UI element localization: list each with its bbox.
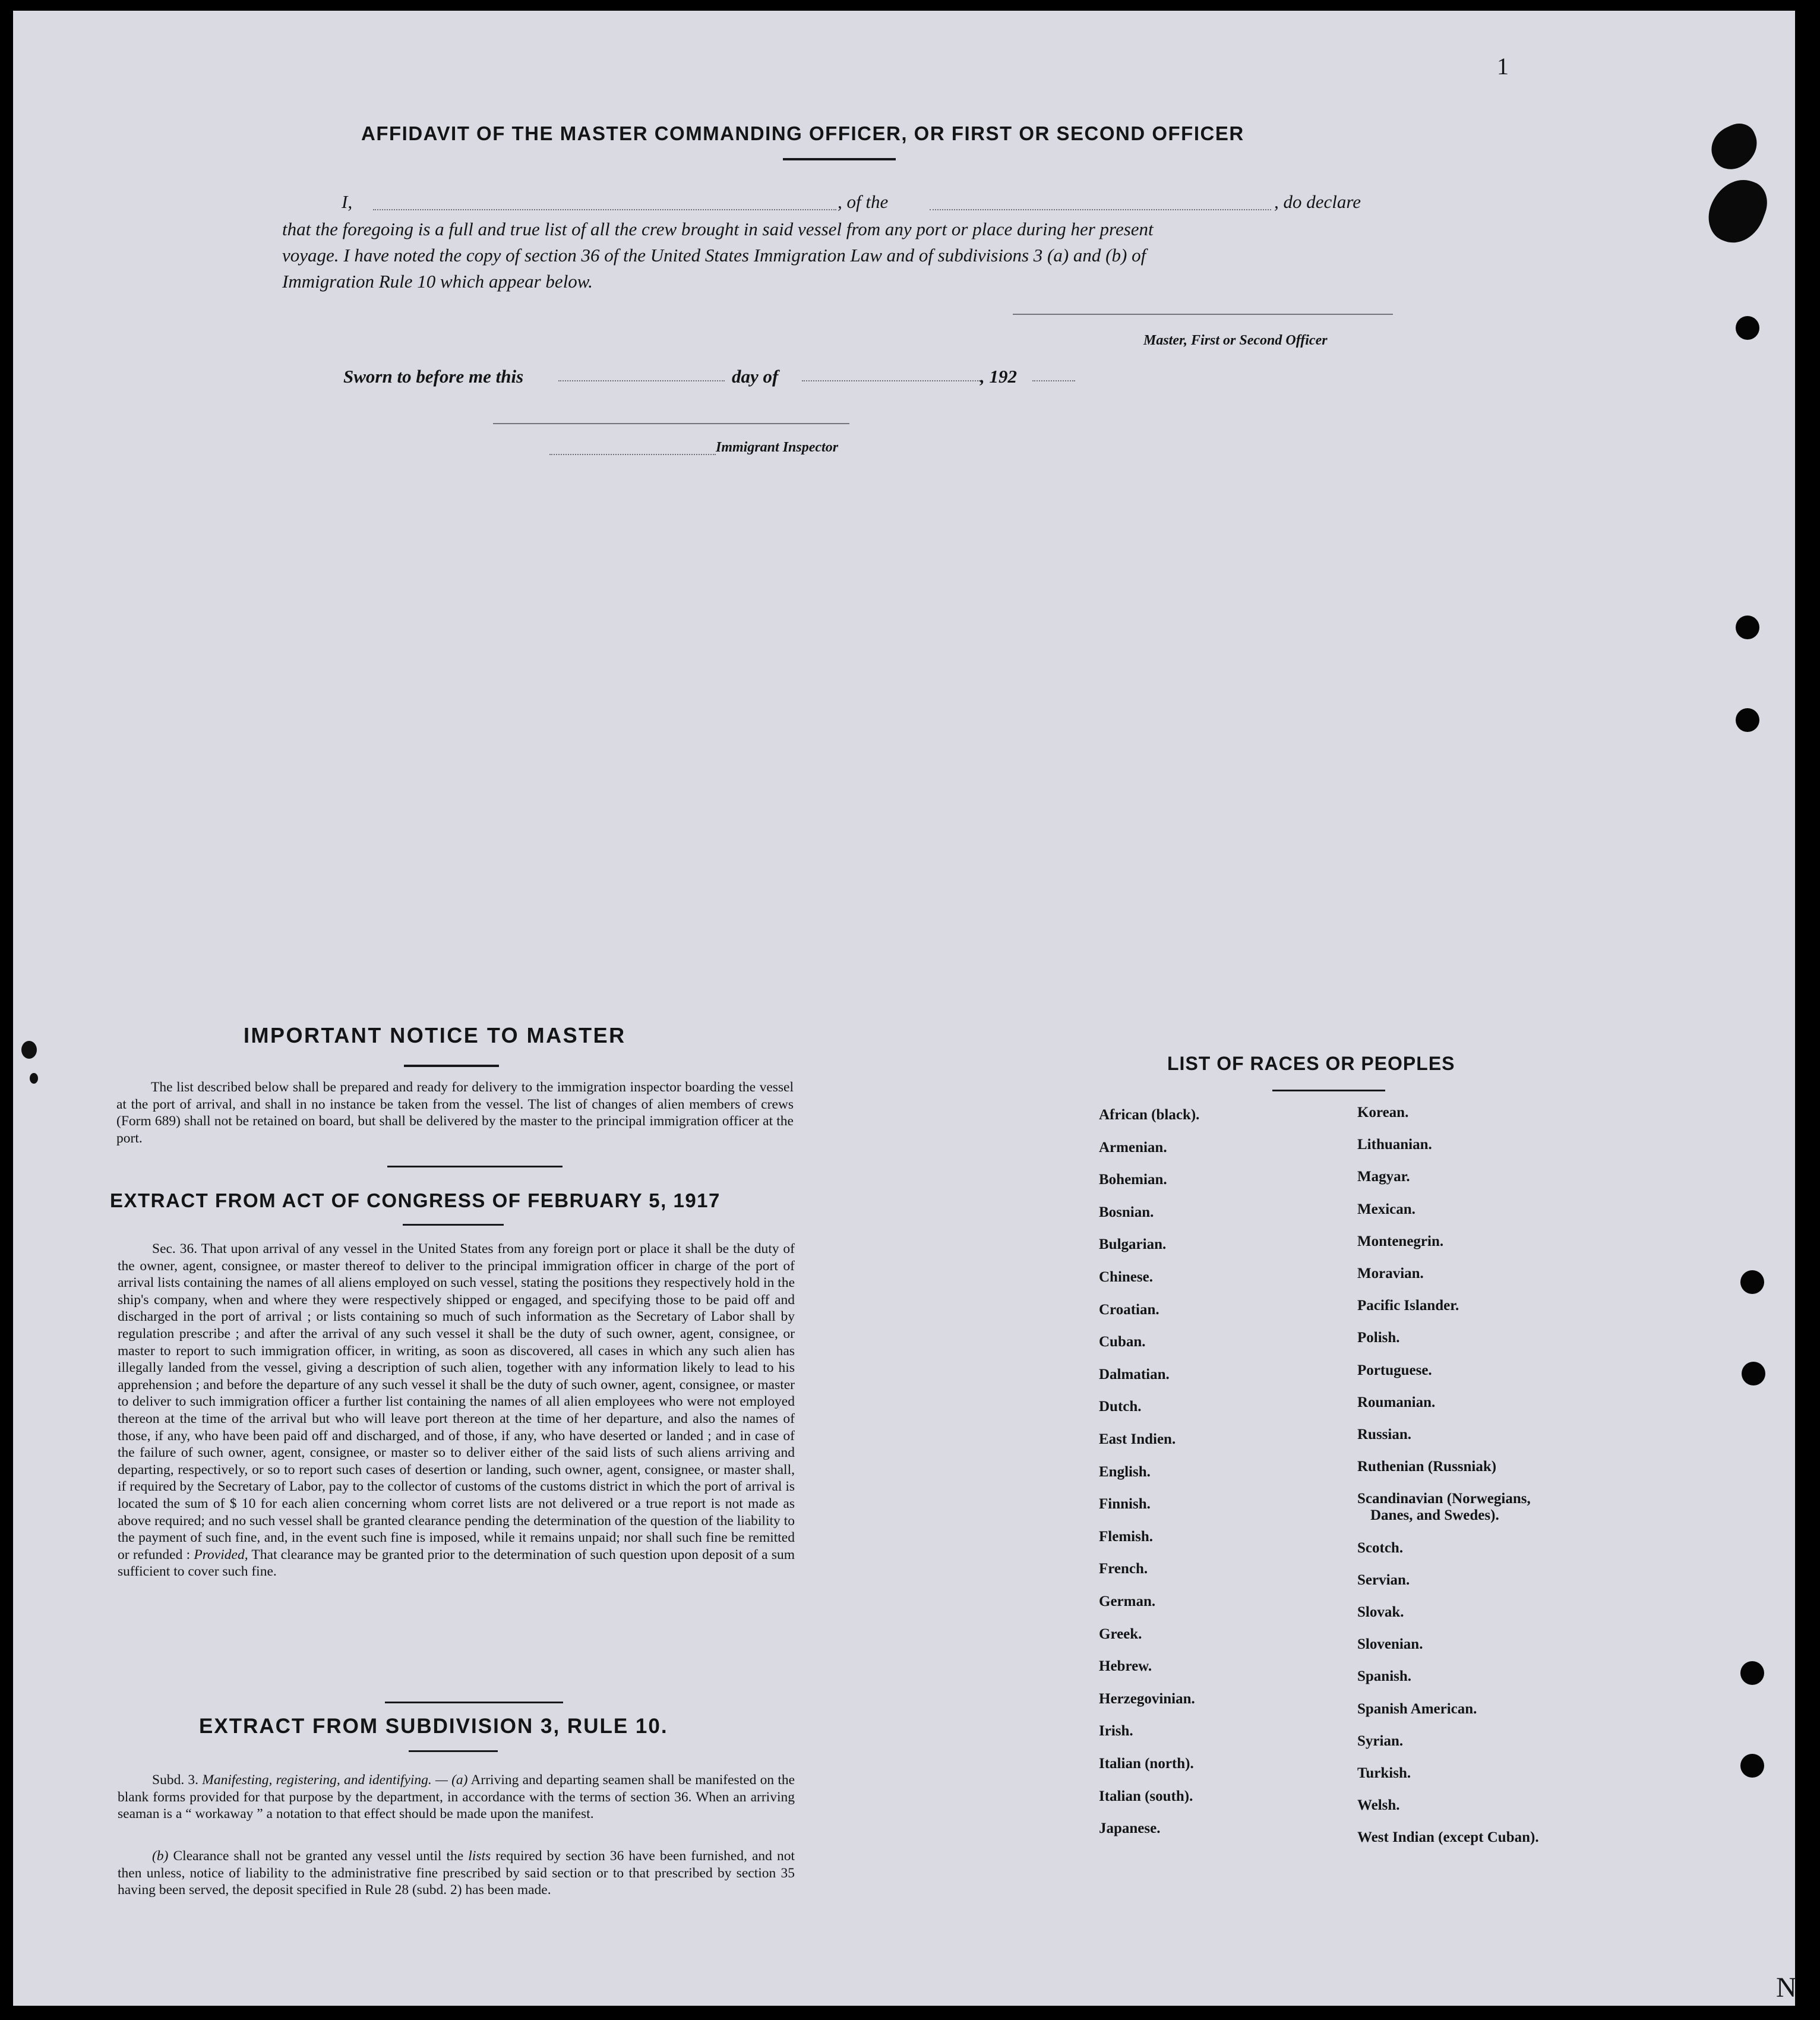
race-item: Japanese. xyxy=(1099,1820,1161,1837)
race-item: Scotch. xyxy=(1357,1539,1404,1556)
act-extract-text xyxy=(118,1241,795,1580)
race-item: West Indian (except Cuban). xyxy=(1357,1829,1539,1846)
race-item: Hebrew. xyxy=(1099,1658,1152,1675)
inspector-dotted-line xyxy=(549,454,716,455)
race-item: Cuban. xyxy=(1099,1334,1146,1350)
act-end-divider xyxy=(385,1702,563,1703)
affidavit-line-4: Immigration Rule 10 which appear below. xyxy=(282,271,593,292)
races-title: LIST OF RACES OR PEOPLES xyxy=(1167,1053,1455,1074)
race-item: Bosnian. xyxy=(1099,1204,1154,1220)
master-signature-label: Master, First or Second Officer xyxy=(1143,333,1328,348)
binder-hole xyxy=(1736,616,1759,639)
race-item: French. xyxy=(1099,1561,1148,1577)
day-blank-line xyxy=(558,380,725,381)
act-provided-word: Provided, xyxy=(194,1546,248,1563)
race-item: Finnish. xyxy=(1099,1496,1151,1513)
page-number-mark: 1 xyxy=(1497,53,1509,80)
rule-para-b-label: (b) xyxy=(152,1848,169,1864)
day-of-label: day of xyxy=(732,366,779,387)
act-text-end: That clearance may be granted prior to the determination of such question upon deposit of a sum sufficient to cover such fine. xyxy=(118,1546,795,1580)
ink-speck xyxy=(21,1041,37,1059)
rule-para-a xyxy=(118,1772,795,1823)
rule-extract-title: EXTRACT FROM SUBDIVISION 3, RULE 10. xyxy=(199,1715,668,1738)
master-signature-line xyxy=(1013,314,1393,315)
race-item: Lithuanian. xyxy=(1357,1137,1432,1153)
race-item: Moravian. xyxy=(1357,1265,1424,1282)
race-item: Irish. xyxy=(1099,1723,1133,1740)
inspector-label: Immigrant Inspector xyxy=(716,440,839,455)
vessel-blank-line xyxy=(930,209,1271,210)
race-item: Ruthenian (Russniak) xyxy=(1357,1459,1497,1475)
document-page xyxy=(13,11,1795,2006)
binder-hole xyxy=(1736,316,1759,340)
rule-subd-heading: Manifesting, registering, and identifying. xyxy=(202,1772,432,1788)
race-item: Spanish American. xyxy=(1357,1700,1477,1717)
races-divider xyxy=(1272,1090,1385,1091)
race-item: Portuguese. xyxy=(1357,1362,1432,1378)
race-item: Dutch. xyxy=(1099,1399,1142,1415)
race-item: Bohemian. xyxy=(1099,1172,1167,1188)
affidavit-do-declare-label: , do declare xyxy=(1274,191,1361,212)
race-item: Italian (north). xyxy=(1099,1756,1194,1772)
race-item: Armenian. xyxy=(1099,1139,1167,1156)
act-extract-title: EXTRACT FROM ACT OF CONGRESS OF FEBRUARY 5, 1917 xyxy=(110,1189,721,1211)
race-item: Scandinavian (Norwegians, xyxy=(1357,1491,1531,1507)
rule-para-b-rest: required by section 36 have been furnished, and not then unless, notice of liability to the administrative fine prescribed by said section or to that prescribed by section 35 having been served, the deposit specified in Rule 28 (subd. 2) has been made. xyxy=(118,1848,795,1898)
binder-hole xyxy=(1742,1362,1765,1385)
rule-subd-label: Subd. 3. xyxy=(152,1772,199,1788)
race-item: Russian. xyxy=(1357,1426,1412,1443)
race-item: Italian (south). xyxy=(1099,1788,1193,1804)
affidavit-line-2: that the foregoing is a full and true list of all the crew brought in said vessel from any port or place during her present xyxy=(282,219,1154,239)
binder-hole xyxy=(1740,1270,1764,1294)
affidavit-line-3: voyage. I have noted the copy of section 36 of the United States Immigration Law and of subdivisions 3 (a) and (b) of xyxy=(282,245,1146,266)
notice-text: The list described below shall be prepared and ready for delivery to the immigration inspector boarding the vessel at the port of arrival, and shall in no instance be taken from the vessel. The list of changes of alien members of crews (Form 689) shall not be retained on board, but shall be delivered by the master to the principal immigration officer at the port. xyxy=(116,1080,794,1146)
race-item: Danes, and Swedes). xyxy=(1370,1507,1499,1524)
rule-para-a-text: Arriving and departing seamen shall be manifested on the blank forms provided for that purpose by the department, in accordance with the terms of section 36. When an arriving seaman is a “ workaway ” a notation to that effect should be made upon the manifest. xyxy=(118,1772,795,1822)
race-item: Flemish. xyxy=(1099,1528,1153,1545)
race-item: Roumanian. xyxy=(1357,1394,1436,1410)
rule-para-a-label: — (a) xyxy=(435,1772,468,1788)
binder-hole xyxy=(1740,1754,1764,1778)
rule-divider xyxy=(409,1750,498,1752)
bottom-corner-mark: N xyxy=(1776,1972,1797,2003)
race-item: Slovenian. xyxy=(1357,1636,1423,1653)
notice-title: IMPORTANT NOTICE TO MASTER xyxy=(244,1023,626,1047)
race-item: Welsh. xyxy=(1357,1797,1400,1814)
binder-hole xyxy=(1740,1661,1764,1685)
race-item: Servian. xyxy=(1357,1571,1410,1588)
race-item: German. xyxy=(1099,1593,1156,1609)
affidavit-of-the-label: , of the xyxy=(838,191,889,212)
notice-divider xyxy=(404,1065,499,1067)
affidavit-i-label: I, xyxy=(342,191,353,212)
race-item: Slovak. xyxy=(1357,1604,1404,1620)
affidavit-title: AFFIDAVIT OF THE MASTER COMMANDING OFFICER, OR FIRST OR SECOND OFFICER xyxy=(361,122,1244,144)
notice-end-divider xyxy=(387,1166,563,1167)
race-item: Syrian. xyxy=(1357,1732,1404,1749)
ink-speck xyxy=(30,1073,38,1084)
race-item: Chinese. xyxy=(1099,1269,1153,1285)
binder-hole xyxy=(1736,708,1759,732)
month-blank-line xyxy=(802,380,980,381)
race-item: African (black). xyxy=(1099,1107,1200,1123)
race-item: Montenegrin. xyxy=(1357,1233,1444,1249)
race-item: Korean. xyxy=(1357,1104,1409,1121)
race-item: Bulgarian. xyxy=(1099,1236,1167,1253)
race-item: Spanish. xyxy=(1357,1668,1412,1685)
act-divider xyxy=(403,1224,504,1226)
year-label: , 192 xyxy=(980,366,1017,387)
race-item: Herzegovinian. xyxy=(1099,1690,1195,1707)
race-item: Mexican. xyxy=(1357,1201,1415,1217)
race-item: Croatian. xyxy=(1099,1301,1159,1318)
inspector-signature-line xyxy=(493,423,849,424)
name-blank-line xyxy=(373,209,836,210)
title-divider xyxy=(783,158,896,160)
race-item: Greek. xyxy=(1099,1626,1142,1642)
rule-para-b-start: Clearance shall not be granted any vessel until the xyxy=(173,1848,464,1864)
race-item: English. xyxy=(1099,1463,1151,1480)
race-item: Turkish. xyxy=(1357,1765,1411,1781)
rule-para-b xyxy=(118,1848,795,1899)
race-item: Dalmatian. xyxy=(1099,1366,1170,1383)
year-blank-line xyxy=(1032,380,1075,381)
sworn-label: Sworn to before me this xyxy=(343,366,524,387)
rule-para-b-lists: lists xyxy=(468,1848,491,1864)
race-item: Polish. xyxy=(1357,1330,1400,1346)
race-item: East Indien. xyxy=(1099,1431,1176,1447)
act-text-main: Sec. 36. That upon arrival of any vessel in the United States from any foreign port or place it shall be the duty of the owner, agent, consignee, or master thereof to deliver to the principal immigration officer in charge of the port of arrival lists containing the names of all aliens employed on such vessel, stating the positions they respectively hold in the ship's company, when and where they were respectively shipped or engaged, and specifying those to be paid off and discharged in the port of arrival ; or lists containing so much of such information as the Secretary of Labor shall by regulation prescribe ; and after the arrival of any such vessel it shall be the duty of such owner, agent, consignee, or master to report to such immigration officer, in writing, as soon as discovered, all cases in which any such alien has illegally landed from the vessel, giving a description of such alien, together with any information likely to lead to his apprehension ; and before the departure of any such vessel it shall be the duty of such owner, agent, consignee, or master to deliver to such immigration officer a further list containing the names of all alien employees who were not employed thereon at the time of the arrival but who will leave port thereon at the time of her departure, and also the names of those, if any, who have been paid off and discharged, and of those, if any, who have deserted or landed ; and in case of the failure of such owner, agent, consignee, or master so to deliver either of the said lists of such aliens arriving and departing, respectively, or so to report such cases of desertion or landing, such owner, agent, consignee, or master shall, if required by the Secretary of Labor, pay to the collector of customs of the customs district in which the port of arrival is located the sum of $ 10 for each alien concerning whom corret lists are not delivered or a true report is not made as above required; and no such vessel shall be granted clearance pending the determination of the question of the liability to the payment of such fine, and, in the event such fine is imposed, while it remains unpaid; nor shall such fine be remitted or refunded : xyxy=(118,1241,795,1563)
race-item: Magyar. xyxy=(1357,1169,1410,1185)
race-item: Pacific Islander. xyxy=(1357,1298,1459,1314)
